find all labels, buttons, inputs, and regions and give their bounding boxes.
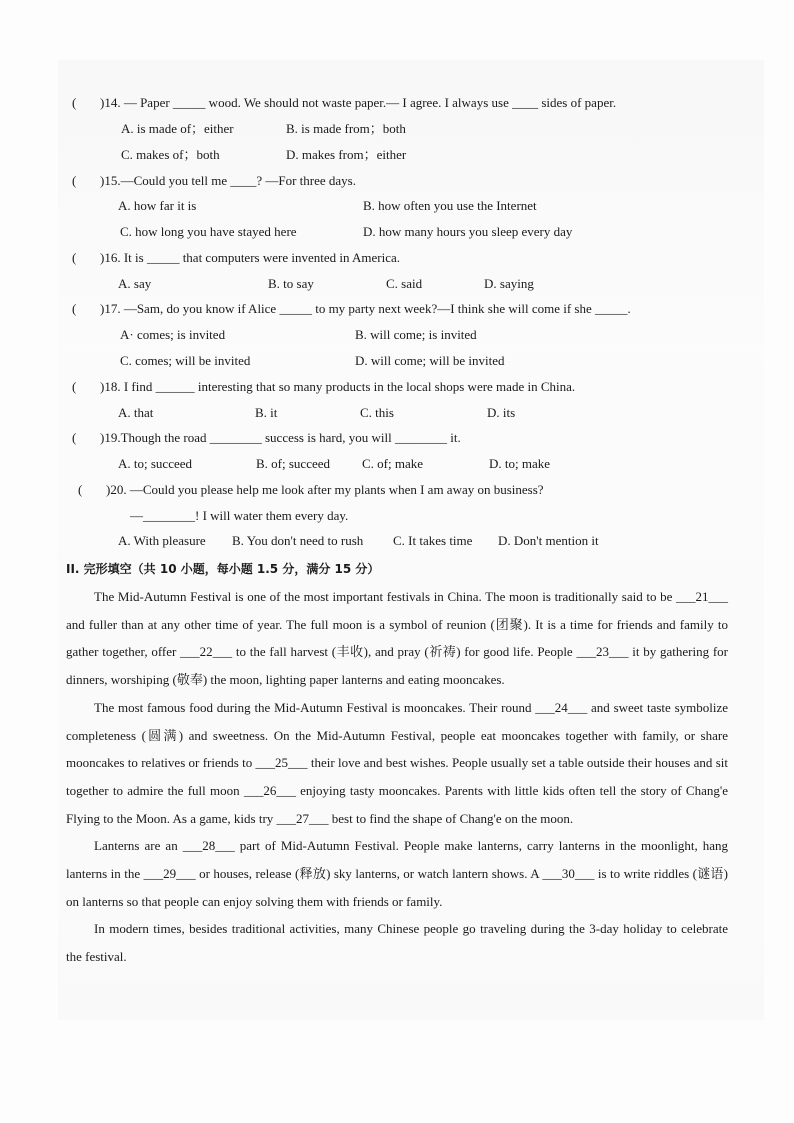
section-title: II. 完形填空（共 10 小题，每小题 1.5 分，满分 15 分） — [66, 562, 380, 576]
answer-paren: ( — [78, 482, 83, 497]
passage-paragraph: The Mid-Autumn Festival is one of the most important festivals in China. The moon is traditionally said to be ___21___ and fuller than at any other time of year. The full moon is a symbol of reunion (团聚). It is a time for friends and family to gather together, offer ___22___ to the fall harvest (丰收), and pray (祈祷) for good life. People ___23___ it by gathering for dinners, worshiping (敬奉) the moon, lighting paper lanterns and eating mooncakes. — [66, 589, 728, 688]
question-stem-reply: —________! I will water them every day. — [130, 508, 349, 523]
question-20 — [78, 481, 544, 499]
passage-paragraph: In modern times, besides traditional activities, many Chinese people go traveling during the 3-day holiday to celebrate the festival. — [66, 921, 728, 965]
option-d: D. how many hours you sleep every day — [363, 224, 573, 239]
answer-paren: ( — [72, 95, 77, 110]
option-c: C. of; make — [362, 456, 424, 471]
question-stem: )15.—Could you tell me ____? —For three days. — [100, 173, 356, 188]
option-b: B. to say — [268, 276, 314, 291]
option-a: A. that — [118, 405, 154, 420]
answer-paren: ( — [72, 379, 77, 394]
option-a: A. With pleasure — [118, 533, 206, 548]
option-c: C. said — [386, 276, 423, 291]
question-15 — [72, 172, 356, 190]
option-d: D. will come; will be invited — [355, 353, 505, 368]
option-a: A. to; succeed — [118, 456, 193, 471]
option-d: D. saying — [484, 276, 534, 291]
option-d: D. its — [487, 405, 516, 420]
question-stem: )14. — Paper _____ wood. We should not waste paper.— I agree. I always use ____ sides of paper. — [100, 95, 617, 110]
option-c: C. It takes time — [393, 533, 473, 548]
option-b: B. of; succeed — [256, 456, 331, 471]
question-17 — [72, 300, 631, 318]
option-d: D. to; make — [489, 456, 551, 471]
passage-paragraph: Lanterns are an ___28___ part of Mid-Autumn Festival. People make lanterns, carry lanterns in the moonlight, hang lanterns in the ___29___ or houses, release (释放) sky lanterns, or watch lantern shows. A ___30___ is to write riddles (谜语) on lanterns so that people can enjoy solving them with friends or family. — [66, 838, 728, 909]
option-c: C. this — [360, 405, 394, 420]
option-b: B. is made from；both — [286, 121, 406, 136]
option-b: B. will come; is invited — [355, 327, 477, 342]
answer-paren: ( — [72, 430, 77, 445]
question-16 — [72, 249, 400, 267]
question-19 — [72, 429, 461, 447]
option-a: A. say — [118, 276, 152, 291]
option-a: A· comes; is invited — [120, 327, 226, 342]
option-c: C. comes; will be invited — [120, 353, 251, 368]
option-c: C. makes of；both — [121, 147, 220, 162]
option-b: B. You don't need to rush — [232, 533, 364, 548]
answer-paren: ( — [72, 173, 77, 188]
question-18 — [72, 378, 575, 396]
option-a: A. how far it is — [118, 198, 197, 213]
question-stem: )16. It is _____ that computers were invented in America. — [100, 250, 401, 265]
option-a: A. is made of；either — [121, 121, 234, 136]
option-c: C. how long you have stayed here — [120, 224, 297, 239]
option-d: D. Don't mention it — [498, 533, 599, 548]
question-stem: )20. —Could you please help me look after my plants when I am away on business? — [106, 482, 544, 497]
passage-paragraph: The most famous food during the Mid-Autumn Festival is mooncakes. Their round ___24___ and sweet taste symbolize completeness (圆满) and sweetness. On the Mid-Autumn Festival, people eat mooncakes together with family, or share mooncakes to relatives or friends to ___25___ their love and best wishes. People usually set a table outside their houses and sit together to admire the full moon ___26___ enjoying tasty mooncakes. Parents with little kids often tell the story of Chang'e Flying to the Moon. As a game, kids try ___27___ best to find the shape of Chang'e on the moon. — [66, 699, 728, 826]
question-stem: )17. —Sam, do you know if Alice _____ to my party next week?—I think she will come if she _____. — [100, 301, 631, 316]
option-d: D. makes from；either — [286, 147, 407, 162]
question-14 — [72, 94, 616, 112]
cloze-passage — [66, 583, 728, 971]
answer-paren: ( — [72, 250, 77, 265]
answer-paren: ( — [72, 301, 77, 316]
question-stem: )18. I find ______ interesting that so many products in the local shops were made in China. — [100, 379, 576, 394]
option-b: B. how often you use the Internet — [363, 198, 537, 213]
option-b: B. it — [255, 405, 278, 420]
question-stem: )19.Though the road ________ success is hard, you will ________ it. — [100, 430, 461, 445]
